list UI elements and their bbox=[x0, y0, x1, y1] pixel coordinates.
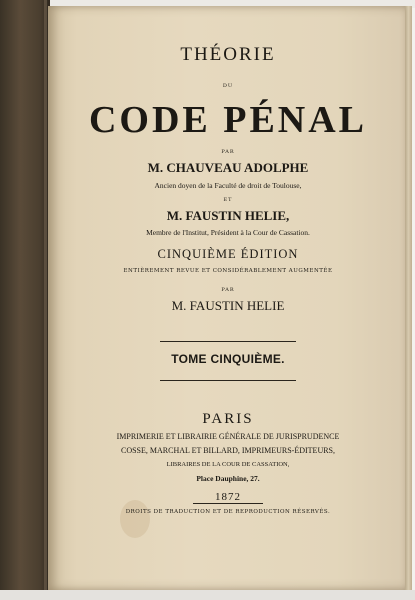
publishers-line: COSSE, MARCHAL ET BILLARD, IMPRIMEURS-ÉDITEURS, bbox=[120, 446, 335, 455]
divider-bottom bbox=[160, 380, 296, 381]
title-theorie: THÉORIE bbox=[180, 44, 276, 65]
par-label: PAR bbox=[221, 149, 235, 155]
par-label-2: PAR bbox=[221, 287, 235, 293]
rights-notice: DROITS DE TRADUCTION ET DE REPRODUCTION RÉSERVÉS. bbox=[125, 509, 331, 515]
volume-label: TOME CINQUIÈME. bbox=[171, 352, 285, 366]
divider-year bbox=[193, 503, 263, 504]
book-cover-edge bbox=[0, 0, 50, 600]
author-helie-role: Membre de l'Institut, Président à la Cour de Cassation. bbox=[146, 228, 310, 237]
main-title: CODE PÉNAL bbox=[88, 99, 368, 141]
publication-year: 1872 bbox=[215, 491, 241, 503]
et-label: ET bbox=[223, 197, 233, 203]
author-chauveau-role: Ancien doyen de la Faculté de droit de Toulouse, bbox=[154, 181, 302, 190]
address-line: Place Dauphine, 27. bbox=[196, 474, 260, 483]
background-bottom bbox=[0, 590, 415, 600]
author-helie: M. FAUSTIN HELIE, bbox=[166, 208, 290, 223]
booksellers-line: LIBRAIRES DE LA COUR DE CASSATION, bbox=[166, 461, 290, 468]
editor-helie: M. FAUSTIN HELIE bbox=[171, 298, 285, 313]
title-du: DU bbox=[222, 83, 234, 89]
author-chauveau: M. CHAUVEAU ADOLPHE bbox=[147, 160, 309, 175]
divider-top bbox=[160, 341, 296, 342]
imprint-line: IMPRIMERIE ET LIBRAIRIE GÉNÉRALE DE JURISPRUDENCE bbox=[116, 432, 340, 441]
title-page-text bbox=[48, 6, 408, 590]
edition: CINQUIÈME ÉDITION bbox=[157, 247, 299, 261]
place-of-publication: PARIS bbox=[202, 411, 254, 427]
edition-note: ENTIÈREMENT REVUE ET CONSIDÉRABLEMENT AUGMENTÉE bbox=[123, 268, 333, 274]
